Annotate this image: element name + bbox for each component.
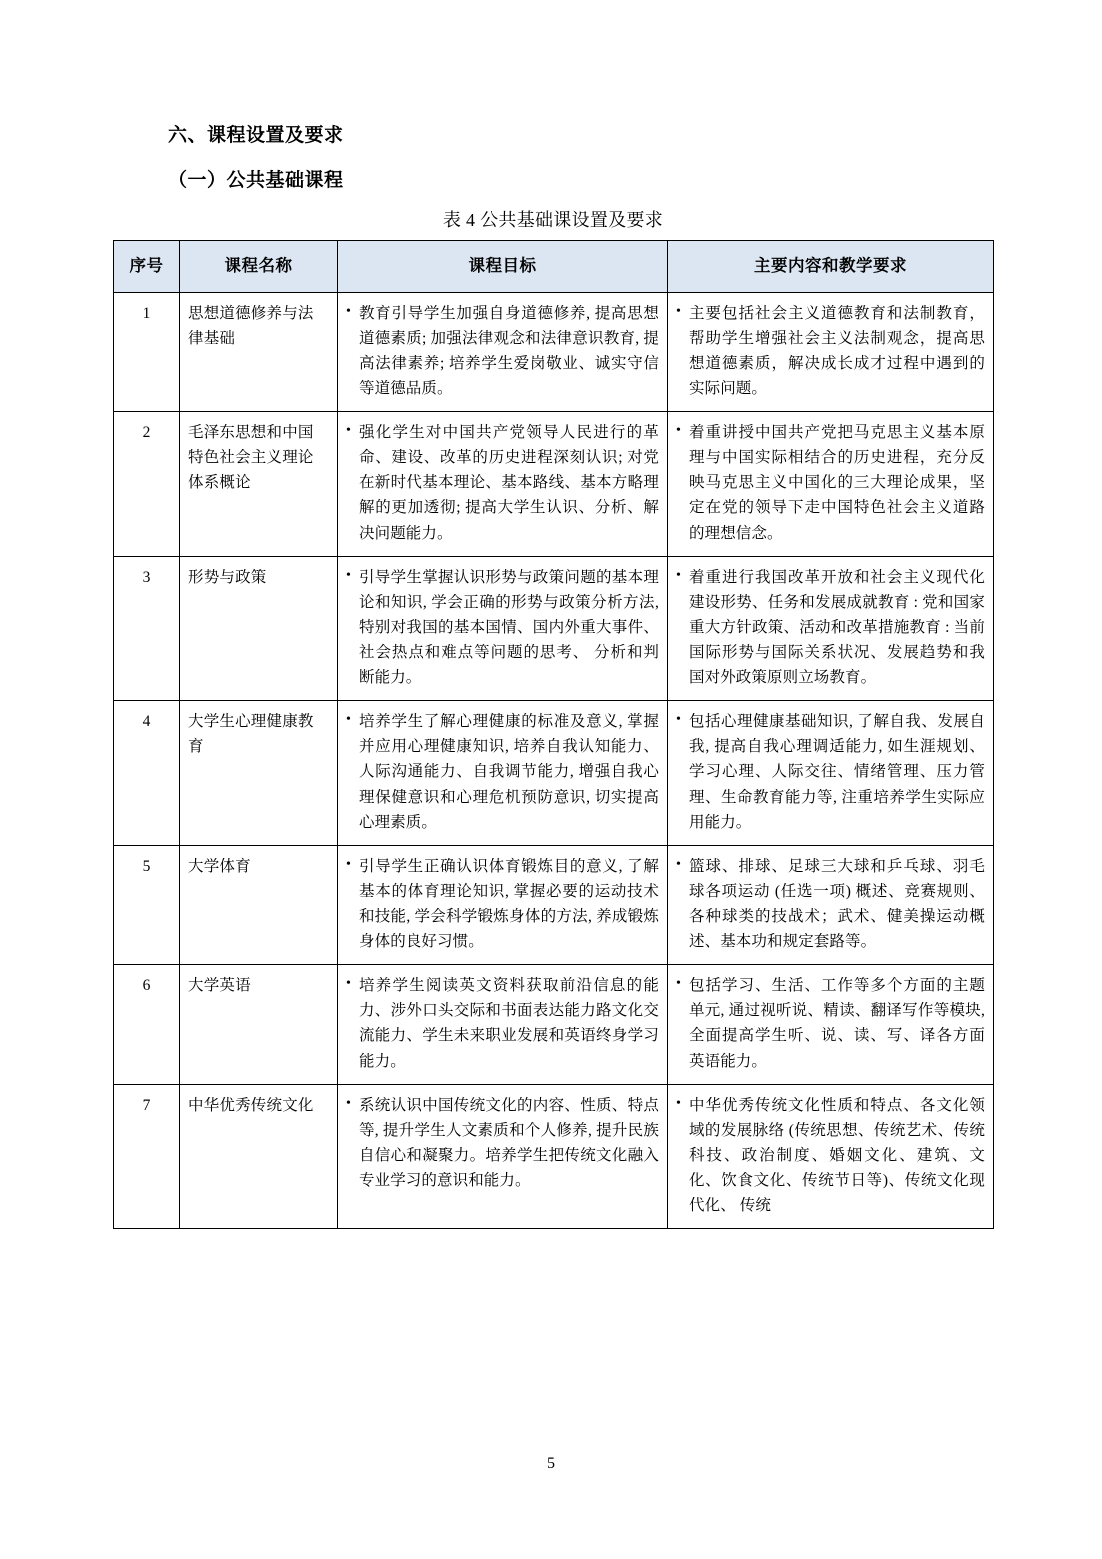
bullet-text: • 包括心理健康基础知识, 了解自我、发展自我, 提高自我心理调适能力, 如生涯规划、学习心理、人际交往、情绪管理、压力管理、生命教育能力等, 注重培养学生实际应用能力。 [676,709,985,835]
bullet-text: • 中华优秀传统文化性质和特点、各文化领域的发展脉络 (传统思想、传统艺术、传统科技、政治制度、婚姻文化、建筑、文化、饮食文化、传统节日等)、传统文化现代化、 传统 [676,1093,985,1219]
table-row [114,845,994,964]
bullet-text: • 教育引导学生加强自身道德修养, 提高思想道德素质; 加强法律观念和法律意识教育, 提高法律素养; 培养学生爱岗敬业、诚实守信等道德品质。 [346,301,659,401]
cell-course-goal [338,1084,668,1229]
column-header-name: 课程名称 [180,241,338,293]
cell-course-content [668,701,994,846]
cell-no: 6 [114,965,180,1084]
cell-course-goal [338,292,668,411]
cell-no: 1 [114,292,180,411]
cell-no: 7 [114,1084,180,1229]
bullet-text: • 包括学习、生活、工作等多个方面的主题单元, 通过视听说、精读、翻译写作等模块, 全面提高学生听、说、读、写、译各方面英语能力。 [676,973,985,1073]
cell-course-content [668,412,994,557]
bullet-text: • 着重进行我国改革开放和社会主义现代化建设形势、任务和发展成就教育 : 党和国家重大方针政策、活动和改革措施教育 : 当前国际形势与国际关系状况、发展趋势和我国对外政策原则立场教育。 [676,565,985,691]
table-row [114,292,994,411]
cell-course-goal [338,701,668,846]
table-header-row [114,241,994,293]
bullet-text: • 篮球、排球、足球三大球和乒乓球、羽毛球各项运动 (任选一项) 概述、竞赛规则、各种球类的技战术；武术、健美操运动概述、基本功和规定套路等。 [676,854,985,954]
table-row [114,701,994,846]
bullet-text: • 主要包括社会主义道德教育和法制教育，帮助学生增强社会主义法制观念，提高思想道德素质，解决成长成才过程中遇到的实际问题。 [676,301,985,401]
cell-no: 4 [114,701,180,846]
section-heading: 六、课程设置及要求 [168,125,344,146]
cell-course-goal [338,965,668,1084]
cell-course-content [668,965,994,1084]
column-header-no: 序号 [114,241,180,293]
table-row [114,965,994,1084]
cell-no: 2 [114,412,180,557]
table-header [114,241,994,293]
table-body [114,292,994,1229]
bullet-text: • 引导学生正确认识体育锻炼目的意义, 了解基本的体育理论知识, 掌握必要的运动技术和技能, 学会科学锻炼身体的方法, 养成锻炼身体的良好习惯。 [346,854,659,954]
cell-course-name: 中华优秀传统文化 [180,1084,338,1229]
table-row [114,556,994,701]
page-number: 5 [547,1455,555,1472]
cell-course-name: 大学体育 [180,845,338,964]
cell-no: 5 [114,845,180,964]
bullet-text: • 系统认识中国传统文化的内容、性质、特点等, 提升学生人文素质和个人修养, 提升民族自信心和凝聚力。培养学生把传统文化融入专业学习的意识和能力。 [346,1093,659,1193]
cell-course-goal [338,412,668,557]
cell-course-name: 形势与政策 [180,556,338,701]
cell-course-goal [338,556,668,701]
cell-course-name: 大学生心理健康教育 [180,701,338,846]
bullet-text: • 培养学生了解心理健康的标准及意义, 掌握并应用心理健康知识, 培养自我认知能力、人际沟通能力、自我调节能力, 增强自我心理保健意识和心理危机预防意识, 切实提高心理素质。 [346,709,659,835]
bullet-text: • 培养学生阅读英文资料获取前沿信息的能力、涉外口头交际和书面表达能力路文化交流能力、学生未来职业发展和英语终身学习能力。 [346,973,659,1073]
cell-course-content [668,556,994,701]
bullet-text: • 强化学生对中国共产党领导人民进行的革命、建设、改革的历史进程深刻认识; 对党在新时代基本理论、基本路线、基本方略理解的更加透彻; 提高大学生认识、分析、解决问题能力。 [346,420,659,546]
cell-course-content [668,1084,994,1229]
page-content [113,120,993,1229]
table-caption: 表 4 公共基础课设置及要求 [442,210,664,230]
cell-course-content [668,845,994,964]
cell-course-goal [338,845,668,964]
column-header-goal: 课程目标 [338,241,668,293]
cell-no: 3 [114,556,180,701]
table-row [114,412,994,557]
cell-course-name: 大学英语 [180,965,338,1084]
column-header-content: 主要内容和教学要求 [668,241,994,293]
cell-course-name: 毛泽东思想和中国特色社会主义理论体系概论 [180,412,338,557]
cell-course-name: 思想道德修养与法律基础 [180,292,338,411]
bullet-text: • 着重讲授中国共产党把马克思主义基本原理与中国实际相结合的历史进程，充分反映马克思主义中国化的三大理论成果，坚定在党的领导下走中国特色社会主义道路的理想信念。 [676,420,985,546]
course-table [113,240,994,1229]
table-row [114,1084,994,1229]
bullet-text: • 引导学生掌握认识形势与政策问题的基本理论和知识, 学会正确的形势与政策分析方法, 特别对我国的基本国情、国内外重大事件、社会热点和难点等问题的思考、 分析和判断能力。 [346,565,659,691]
sub-heading: （一）公共基础课程 [168,170,344,191]
cell-course-content [668,292,994,411]
